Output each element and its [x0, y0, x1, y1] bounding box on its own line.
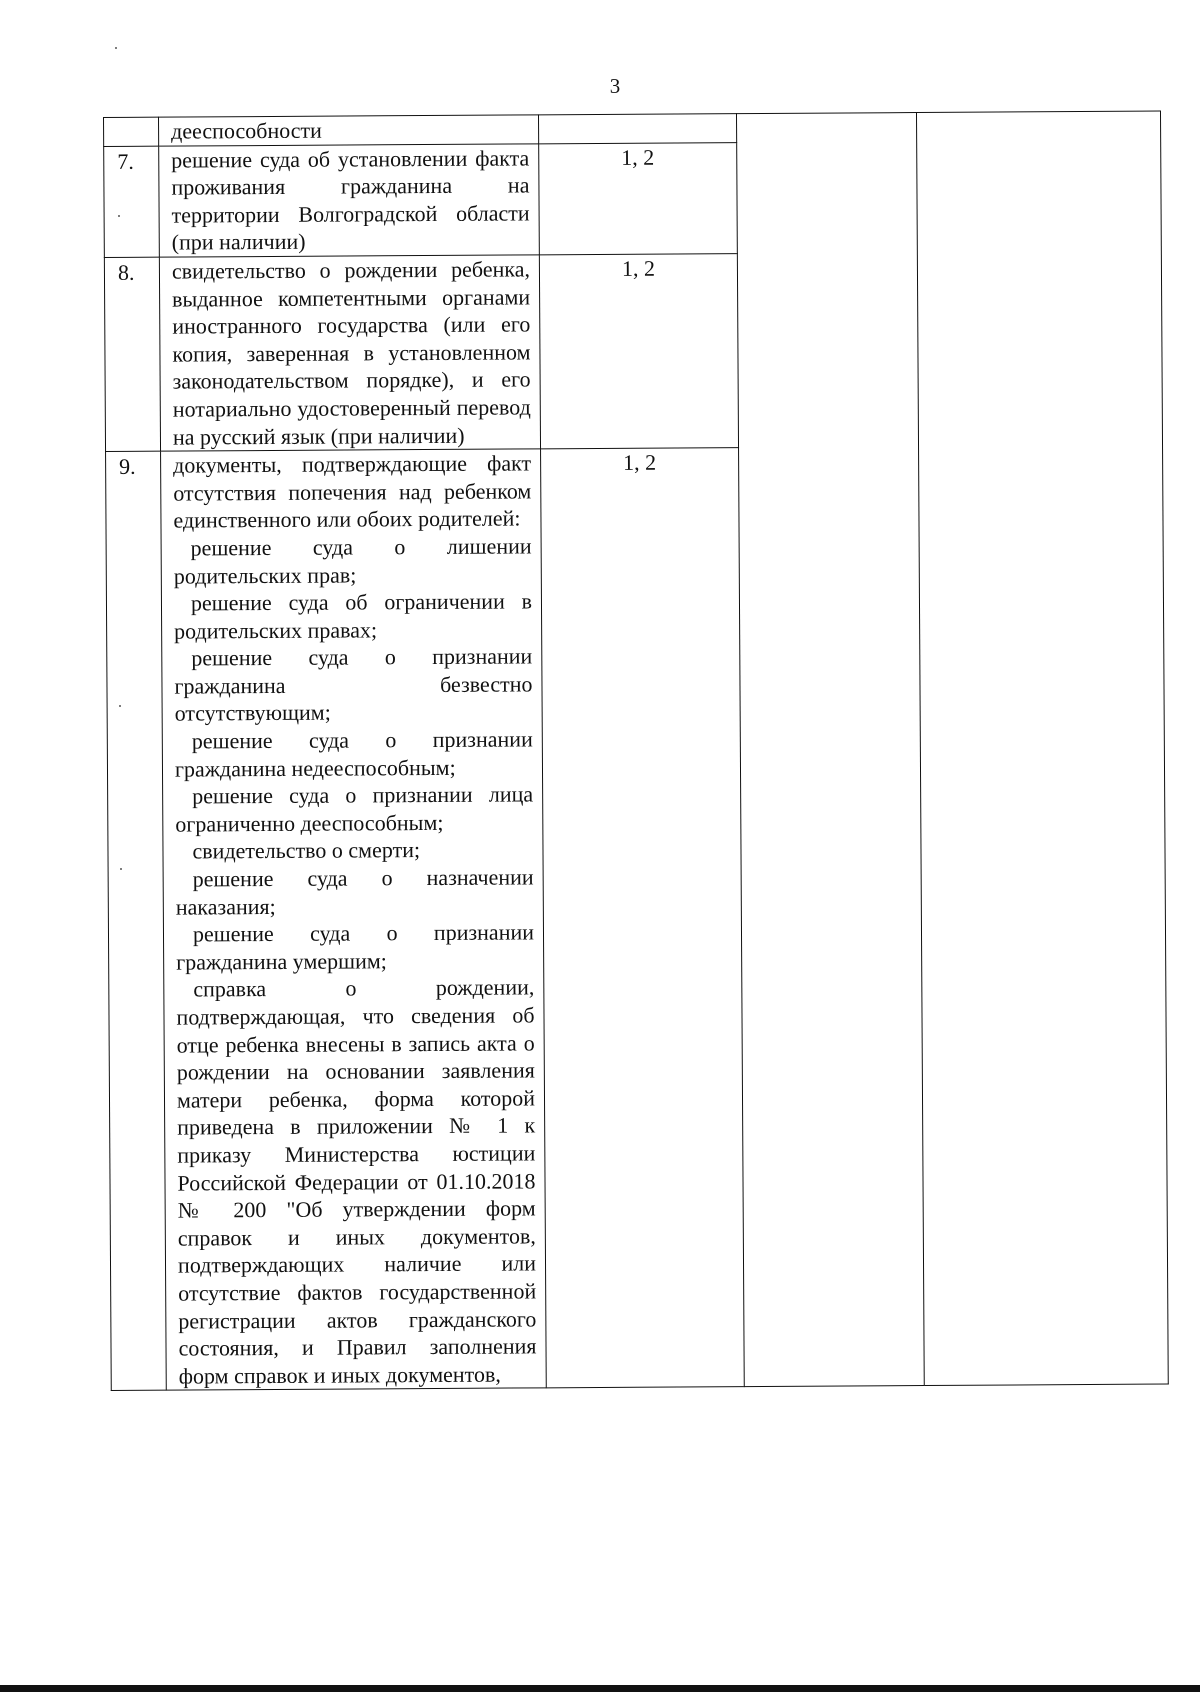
document-type-code: 1, 2	[539, 142, 738, 255]
document-text: решение суда о признании гражданина безвестно отсутствующим;	[174, 643, 533, 727]
document-description	[159, 143, 540, 257]
document-text: дееспособности	[171, 117, 322, 144]
document-text: решение суда о признании лица ограниченно дееспособным;	[175, 781, 534, 837]
document-type-code: 1, 2	[539, 254, 738, 449]
scan-edge-bar	[0, 1681, 1200, 1696]
row-number: 8.	[104, 257, 160, 451]
row-number: 9.	[106, 451, 167, 1391]
document-text: документы, подтверждающие факт отсутствия попечения над ребенком единственного или обоих родителей:	[173, 450, 532, 533]
document-type-code	[538, 114, 736, 144]
document-text: решение суда о признании гражданина умершим;	[176, 919, 535, 975]
documents-table	[103, 111, 1169, 1392]
document-text: свидетельство о смерти;	[192, 837, 421, 864]
empty-column-cell	[736, 113, 924, 1387]
document-description	[159, 255, 540, 451]
document-type-code: 1, 2	[541, 448, 745, 1388]
row-number: 7.	[104, 146, 160, 258]
row-number	[104, 117, 159, 146]
scan-speck	[119, 705, 121, 707]
document-text: свидетельство о рождении ребенка, выданное компетентными органами иностранного государства (или его копия, заверенная в установленном законодательством порядке), и его нотариально удостоверенный перевод на русский язык (при наличии)	[171, 256, 531, 450]
scan-speck	[120, 868, 122, 870]
scan-speck	[115, 47, 117, 49]
document-text: решение суда о признании гражданина недееспособным;	[174, 726, 533, 782]
page-number: 3	[609, 74, 621, 98]
empty-column-cell	[916, 111, 1168, 1386]
table-row	[104, 111, 1161, 146]
document-description	[159, 115, 539, 146]
document-text: решение суда о лишении родительских прав;	[173, 533, 532, 589]
document-text: справка о рождении, подтверждающая, что сведения об отце ребенка внесены в запись акта о рождении на основании заявления матери ребенка, форма которой приведена в приложении № 1 к приказу Министерства юстиции Российской Федерации от 01.10.2018 № 200 "Об утверждении форм справок и иных документов, подтверждающих наличие или отсутствие фактов государственной регистрации актов гражданского состояния, и Правил заполнения форм справок и иных документов,	[176, 974, 537, 1389]
document-description	[161, 449, 547, 1390]
document-text: решение суда о назначении наказания;	[175, 864, 534, 920]
document-text: решение суда об установлении факта проживания гражданина на территории Волгоградской области (при наличии)	[171, 144, 530, 255]
scan-speck	[118, 215, 120, 217]
document-text: решение суда об ограничении в родительских правах;	[174, 588, 533, 644]
